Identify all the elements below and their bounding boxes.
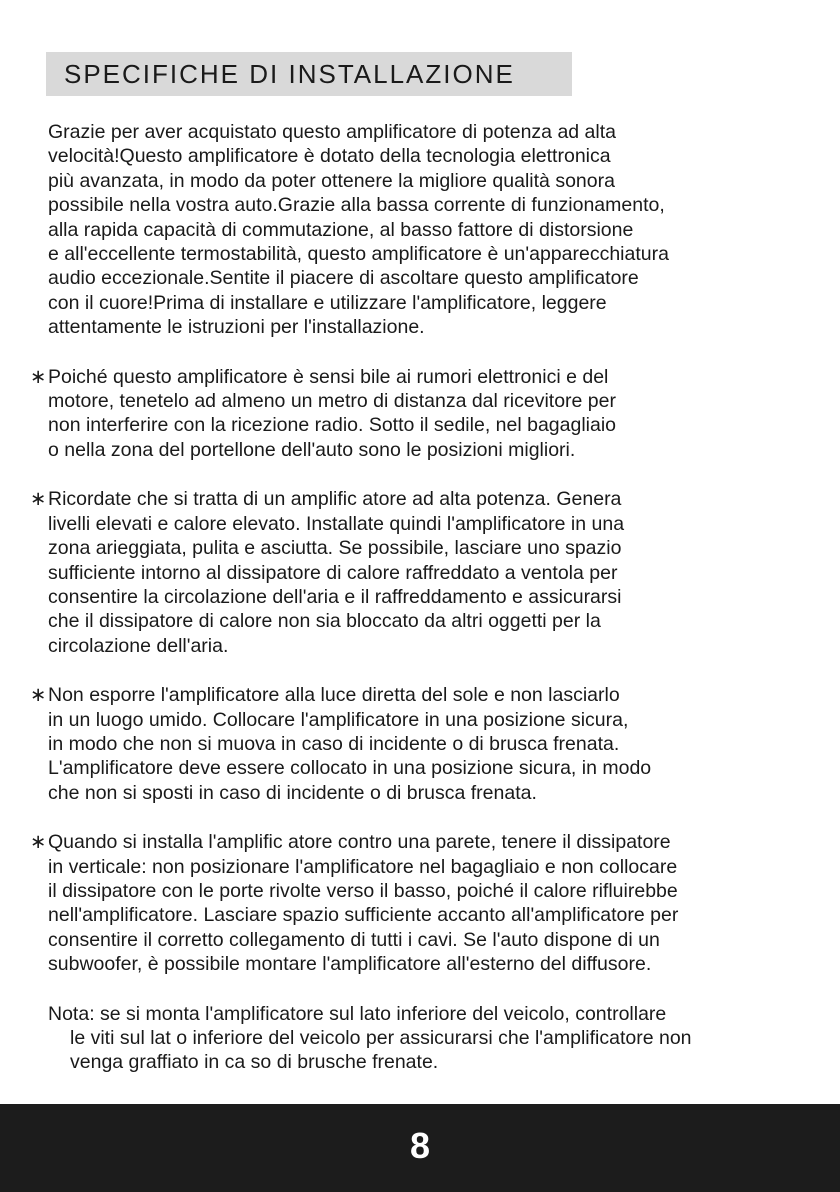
bullet-wall-mount	[30, 830, 836, 976]
text-line: livelli elevati e calore elevato. Installate quindi l'amplificatore in una	[48, 512, 625, 535]
text-line: Ricordate che si tratta di un amplific atore ad alta potenza. Genera	[48, 488, 622, 511]
text-line: velocità!Questo amplificatore è dotato della tecnologia elettronica	[48, 145, 611, 168]
text-line: Poiché questo amplificatore è sensi bile ai rumori elettronici e del	[48, 365, 609, 388]
text-line: attentamente le istruzioni per l'installazione.	[48, 316, 425, 339]
note-paragraph	[30, 1002, 836, 1075]
text-line: Non esporre l'amplificatore alla luce diretta del sole e non lasciarlo	[48, 684, 620, 707]
text-line: zona arieggiata, pulita e asciutta. Se possibile, lasciare uno spazio	[48, 537, 622, 560]
text-line: possibile nella vostra auto.Grazie alla bassa corrente di funzionamento,	[48, 194, 665, 217]
text-line: motore, tenetelo ad almeno un metro di distanza dal ricevitore per	[48, 390, 616, 413]
bullet-asterisk: ∗	[30, 365, 47, 388]
page-number: 8	[409, 1125, 431, 1166]
text-line: subwoofer, è possibile montare l'amplificatore all'esterno del diffusore.	[48, 953, 652, 976]
text-line: Quando si installa l'amplific atore contro una parete, tenere il dissipatore	[48, 831, 671, 854]
text-line: Nota: se si monta l'amplificatore sul lato inferiore del veicolo, controllare	[48, 1002, 667, 1025]
text-line: o nella zona del portellone dell'auto sono le posizioni migliori.	[48, 438, 576, 461]
text-line: e all'eccellente termostabilità, questo amplificatore è un'apparecchiatura	[48, 243, 669, 266]
section-title: SPECIFICHE DI INSTALLAZIONE	[46, 52, 572, 96]
text-line: in modo che non si muova in caso di incidente o di brusca frenata.	[48, 732, 620, 755]
text-line: con il cuore!Prima di installare e utilizzare l'amplificatore, leggere	[48, 291, 607, 314]
text-line: Grazie per aver acquistato questo amplificatore di potenza ad alta	[48, 121, 616, 143]
page-footer	[0, 1104, 840, 1192]
text-line: il dissipatore con le porte rivolte verso il basso, poiché il calore rifluirebbe	[48, 879, 678, 902]
bullet-placement	[30, 365, 836, 463]
text-line: audio eccezionale.Sentite il piacere di ascoltare questo amplificatore	[48, 267, 639, 290]
text-line: consentire la circolazione dell'aria e il raffreddamento e assicurarsi	[48, 585, 622, 608]
bullet-asterisk: ∗	[30, 488, 47, 511]
text-line: sufficiente intorno al dissipatore di calore raffreddato a ventola per	[48, 561, 618, 584]
text-line: che non si sposti in caso di incidente o di brusca frenata.	[48, 781, 537, 804]
document-body	[30, 120, 836, 1075]
text-line: venga graffiato in ca so di brusche frenate.	[70, 1051, 439, 1074]
bullet-asterisk: ∗	[30, 831, 47, 854]
text-line: che il dissipatore di calore non sia bloccato da altri oggetti per la	[48, 610, 601, 633]
bullet-ventilation	[30, 487, 836, 658]
text-line: circolazione dell'aria.	[48, 634, 229, 657]
text-line: nell'amplificatore. Lasciare spazio sufficiente accanto all'amplificatore per	[48, 904, 679, 927]
text-line: non interferire con la ricezione radio. Sotto il sedile, nel bagagliaio	[48, 414, 617, 437]
text-line: L'amplificatore deve essere collocato in una posizione sicura, in modo	[48, 757, 652, 780]
text-line: in verticale: non posizionare l'amplificatore nel bagagliaio e non collocare	[48, 855, 678, 878]
bullet-sun-humidity	[30, 683, 836, 805]
bullet-asterisk: ∗	[30, 684, 47, 707]
text-line: alla rapida capacità di commutazione, al basso fattore di distorsione	[48, 218, 634, 241]
text-line: le viti sul lat o inferiore del veicolo per assicurarsi che l'amplificatore non	[70, 1027, 692, 1049]
text-line: più avanzata, in modo da poter ottenere la migliore qualità sonora	[48, 169, 615, 192]
text-line: consentire il corretto collegamento di tutti i cavi. Se l'auto dispone di un	[48, 928, 660, 951]
intro-paragraph	[30, 120, 836, 340]
text-line: in un luogo umido. Collocare l'amplificatore in una posizione sicura,	[48, 708, 629, 731]
